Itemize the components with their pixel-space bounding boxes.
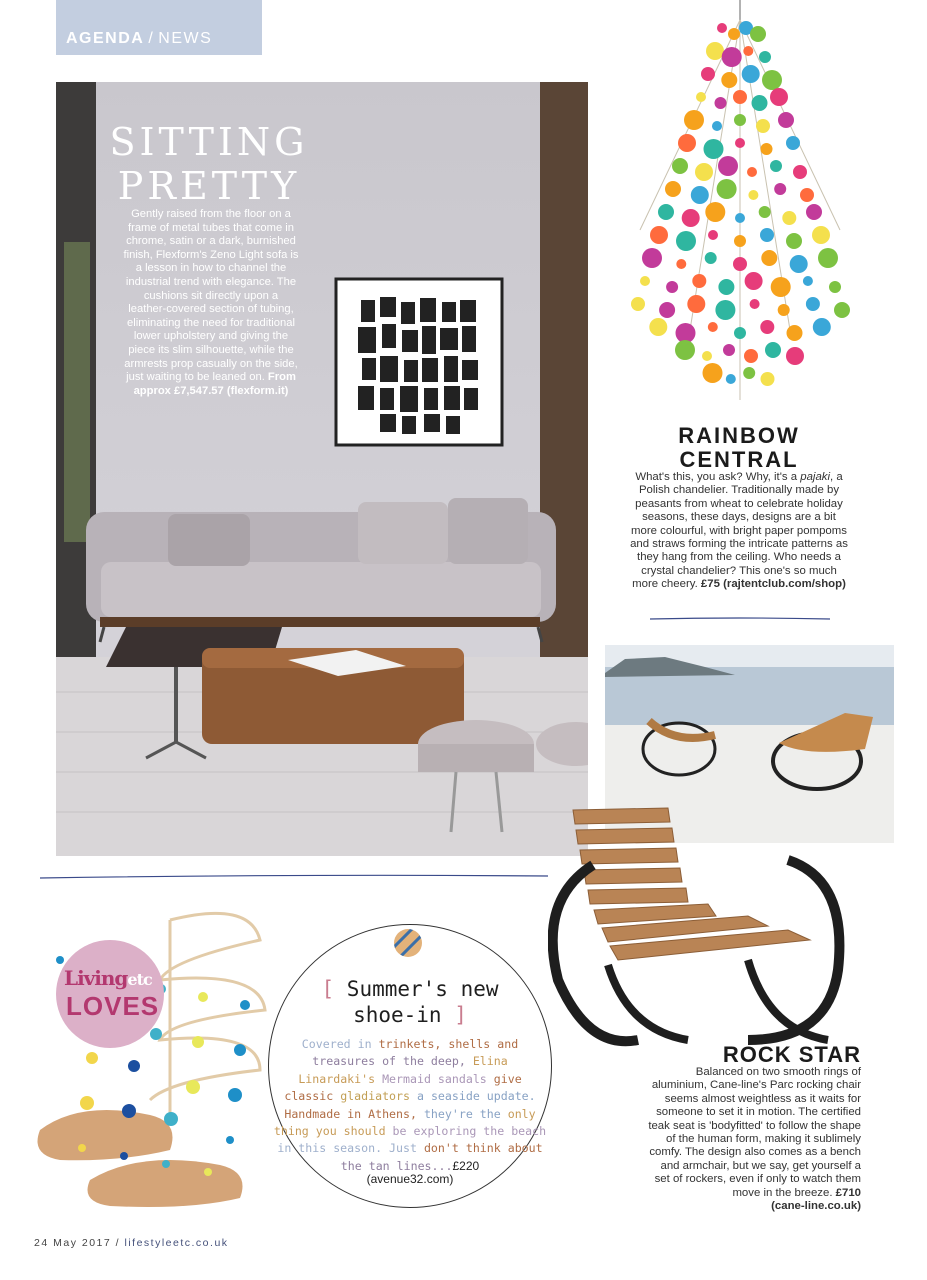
shoe-seg: Handmade in Athens,: [284, 1106, 417, 1121]
rainbow-title: [630, 424, 848, 472]
shoe-price: £220: [452, 1158, 480, 1173]
pompom: [759, 206, 771, 218]
pompom: [722, 47, 742, 67]
pompom: [774, 183, 786, 195]
sandal-bead: [80, 1096, 94, 1110]
section-label: [66, 30, 212, 48]
pompom: [745, 272, 763, 290]
pompom: [642, 248, 662, 268]
sandal-bead: [240, 1000, 250, 1010]
footer-site: lifestyleetc.co.uk: [124, 1237, 229, 1249]
pompom: [659, 302, 675, 318]
sandal-bead: [198, 992, 208, 1002]
pompom: [735, 138, 745, 148]
pompom: [704, 139, 724, 159]
section-name: NEWS: [158, 30, 213, 47]
pompom: [675, 340, 695, 360]
pompom: [829, 281, 841, 293]
pompom: [734, 235, 746, 247]
shoe-seg: give classic: [284, 1071, 522, 1104]
shoe-title-line1: Summer's new: [346, 977, 499, 1001]
rainbow-body-a: What's this, you ask? Why, it's a: [635, 471, 801, 483]
sofa-body-line: just waiting to be leaned on.: [126, 371, 265, 384]
sofa-body-text: [110, 208, 312, 398]
pompom: [786, 233, 802, 249]
pompom: [778, 112, 794, 128]
sofa-body-line: cushions sit directly upon a: [143, 289, 279, 302]
pompom: [705, 202, 725, 222]
pompom: [676, 259, 686, 269]
page-number: 24: [34, 1237, 49, 1249]
pompom: [786, 347, 804, 365]
shoe-seg: only thing you should: [273, 1106, 536, 1139]
pompom: [750, 299, 760, 309]
pompom: [676, 323, 696, 343]
pompom: [696, 92, 706, 102]
pompom: [806, 204, 822, 220]
pompom: [813, 318, 831, 336]
sofa-photo: [56, 82, 588, 856]
rainbow-title-line1: RAINBOW: [678, 423, 800, 448]
rocking-chair-image: [548, 800, 848, 1060]
sandal-bead: [164, 1112, 178, 1126]
pompom: [721, 72, 737, 88]
pompom: [818, 248, 838, 268]
sofa-body-line: chrome, satin or a dark, burnished: [126, 235, 296, 248]
pompom: [682, 209, 700, 227]
shoe-seg: a seaside update.: [410, 1089, 536, 1104]
sandal-bead: [86, 1052, 98, 1064]
rock-body-text: [646, 1066, 861, 1213]
pompom: [718, 156, 738, 176]
shoe-seg: Elina Linardaki's: [298, 1054, 508, 1086]
pompom: [765, 342, 781, 358]
shoe-seg: they're the: [416, 1106, 508, 1121]
sandal-bead: [128, 1060, 140, 1072]
sandal-bead: [226, 1136, 234, 1144]
pompom: [761, 250, 777, 266]
pompom: [726, 374, 736, 384]
shoe-shop: (avenue32.com): [366, 1172, 454, 1186]
pompom: [761, 372, 775, 386]
striped-ball-icon: [393, 928, 423, 958]
rainbow-divider: [648, 616, 832, 622]
pompom: [733, 257, 747, 271]
issue-date: May 2017: [53, 1237, 112, 1249]
rainbow-price: £75 (rajtentclub.com/shop): [700, 578, 846, 591]
pompom: [770, 88, 788, 106]
pompom: [750, 26, 766, 42]
pompom: [759, 51, 771, 63]
pompom: [787, 325, 803, 341]
pompom: [744, 349, 758, 363]
pompom: [793, 165, 807, 179]
sandal-bead: [122, 1104, 136, 1118]
bracket-open: [: [321, 977, 335, 1001]
sofa-body-line: leather-covered section of tubing,: [128, 303, 294, 316]
badge-living-text: Living: [64, 966, 128, 990]
rainbow-body-b: , a Polish chandelier. Traditionally made by peasants from wheat to celebrate holiday seasons, these days, designs are a bit more colourful, with bright paper pompoms and straws forming the intricate patterns as they hang from the ceiling. Who needs a crystal chandelier? This one's so much more cheery.: [630, 471, 848, 591]
shoe-in-body: [272, 1036, 548, 1175]
pompom: [782, 211, 796, 225]
pompom: [748, 190, 758, 200]
pompom: [733, 90, 747, 104]
pompom: [812, 226, 830, 244]
sofa-body-line: Gently raised from the floor on a: [131, 208, 291, 220]
sofa-body-line: eliminating the need for traditional: [127, 316, 295, 329]
pompom: [631, 297, 645, 311]
pompom: [743, 367, 755, 379]
pompom: [703, 363, 723, 383]
sandal-bead: [120, 1152, 128, 1160]
rainbow-body-italic: pajaki: [800, 471, 831, 483]
rock-title: ROCK STAR: [722, 1042, 861, 1067]
pompom: [760, 320, 774, 334]
pompom: [715, 97, 727, 109]
section-divider: [40, 872, 550, 880]
rainbow-title-line2: CENTRAL: [679, 447, 799, 472]
pompom: [708, 322, 718, 332]
sofa-body-line: a lesson in how to channel the: [135, 262, 287, 275]
pompom: [734, 114, 746, 126]
sandal-bead: [228, 1088, 242, 1102]
pompom: [742, 65, 760, 83]
pompom: [701, 67, 715, 81]
sofa-body-line: armrests prop casually on the side,: [124, 357, 298, 370]
shoe-seg: in this season. Just: [277, 1141, 424, 1156]
pompom: [747, 167, 757, 177]
pompom: [771, 277, 791, 297]
shoe-title-line2: shoe-in: [353, 1003, 442, 1027]
badge-living: [64, 966, 160, 990]
pompom: [760, 228, 774, 242]
badge-loves: LOVES: [66, 991, 160, 1021]
shoe-seg: gladiators: [333, 1089, 410, 1104]
pompom: [752, 95, 768, 111]
rock-shop: (cane-line.co.uk): [771, 1200, 861, 1213]
pompom: [687, 295, 705, 313]
section-header-tab: [56, 0, 262, 55]
shoe-seg: the tan lines...: [340, 1158, 453, 1173]
shoe-seg: be exploring the beach: [385, 1124, 547, 1139]
pompom: [834, 302, 850, 318]
shoe-in-title: [288, 976, 532, 1028]
shoe-seg: don't think about: [423, 1141, 543, 1156]
bracket-close: ]: [454, 1003, 467, 1027]
sandal-bead: [234, 1044, 246, 1056]
footer-separator: /: [115, 1237, 121, 1249]
sofa-title-line2: PRETTY: [117, 164, 301, 208]
pompom: [778, 304, 790, 316]
pompom: [640, 276, 650, 286]
pompom: [672, 158, 688, 174]
pompom: [695, 163, 713, 181]
sandal-bead: [204, 1168, 212, 1176]
pompom: [678, 134, 696, 152]
pompom: [718, 279, 734, 295]
shoe-seg: Covered in: [301, 1037, 379, 1051]
sofa-body-line: lower upholstery and giving the: [133, 330, 289, 343]
rock-body: Balanced on two smooth rings of aluminium, Cane-line's Parc rocking chair seems almost weightless as it waits for someone to set it in motion. The certified teak seat is 'bodyfitted' to follow the shape of the human form, making it sublimely comfy. The design also comes as a bench and armchair, but we say, get yourself a set of rockers, even if only to watch them move in the breeze.: [648, 1066, 861, 1199]
living-etc-loves-badge: [56, 940, 164, 1048]
pompom: [715, 300, 735, 320]
pompom: [734, 327, 746, 339]
pompom: [665, 181, 681, 197]
sofa-body-line: finish, Flexform's Zeno Light sofa is: [123, 248, 299, 261]
pompom: [717, 23, 727, 33]
sofa-body-line: piece its slim silhouette, while the: [128, 343, 294, 356]
pompom: [712, 121, 722, 131]
pompom: [735, 213, 745, 223]
section-kicker: AGENDA: [66, 30, 145, 47]
pompom: [649, 318, 667, 336]
pompom: [770, 160, 782, 172]
pompom: [761, 143, 773, 155]
pompom: [717, 179, 737, 199]
pompom: [728, 28, 740, 40]
pompom: [756, 119, 770, 133]
shoe-seg: Mermaid sandals: [375, 1071, 494, 1086]
pompom: [790, 255, 808, 273]
pompom: [708, 230, 718, 240]
pompom: [650, 226, 668, 244]
sandal-bead: [78, 1144, 86, 1152]
chandelier-image: [600, 0, 880, 420]
page-footer: [34, 1237, 229, 1249]
pompom: [676, 231, 696, 251]
pompom: [702, 351, 712, 361]
pompom: [706, 42, 724, 60]
rock-price: £710: [835, 1186, 861, 1199]
pompom: [786, 136, 800, 150]
pompom: [762, 70, 782, 90]
pompom: [666, 281, 678, 293]
sofa-body-line: industrial trend with elegance. The: [125, 275, 297, 288]
sofa-title-line1: SITTING: [109, 120, 309, 164]
pompom: [692, 274, 706, 288]
pompom: [658, 204, 674, 220]
pompom: [800, 188, 814, 202]
sofa-price-b: approx £7,547.57 (flexform.it): [133, 384, 289, 397]
pompom: [743, 46, 753, 56]
sofa-body-line: frame of metal tubes that come in: [127, 221, 295, 234]
pompom: [723, 344, 735, 356]
pompom: [806, 297, 820, 311]
pompom: [705, 252, 717, 264]
sandal-bead: [186, 1080, 200, 1094]
pompom: [684, 110, 704, 130]
pompom: [803, 276, 813, 286]
shoe-seg: trinkets, shells and: [378, 1037, 519, 1051]
rainbow-body-text: [628, 471, 850, 592]
badge-etc: etc: [127, 970, 152, 989]
shoe-seg: treasures of the deep,: [312, 1054, 473, 1069]
sandal-bead: [192, 1036, 204, 1048]
sandal-bead: [162, 1160, 170, 1168]
sofa-price-a: From: [267, 371, 296, 384]
pompom: [691, 186, 709, 204]
section-separator: /: [148, 30, 155, 47]
